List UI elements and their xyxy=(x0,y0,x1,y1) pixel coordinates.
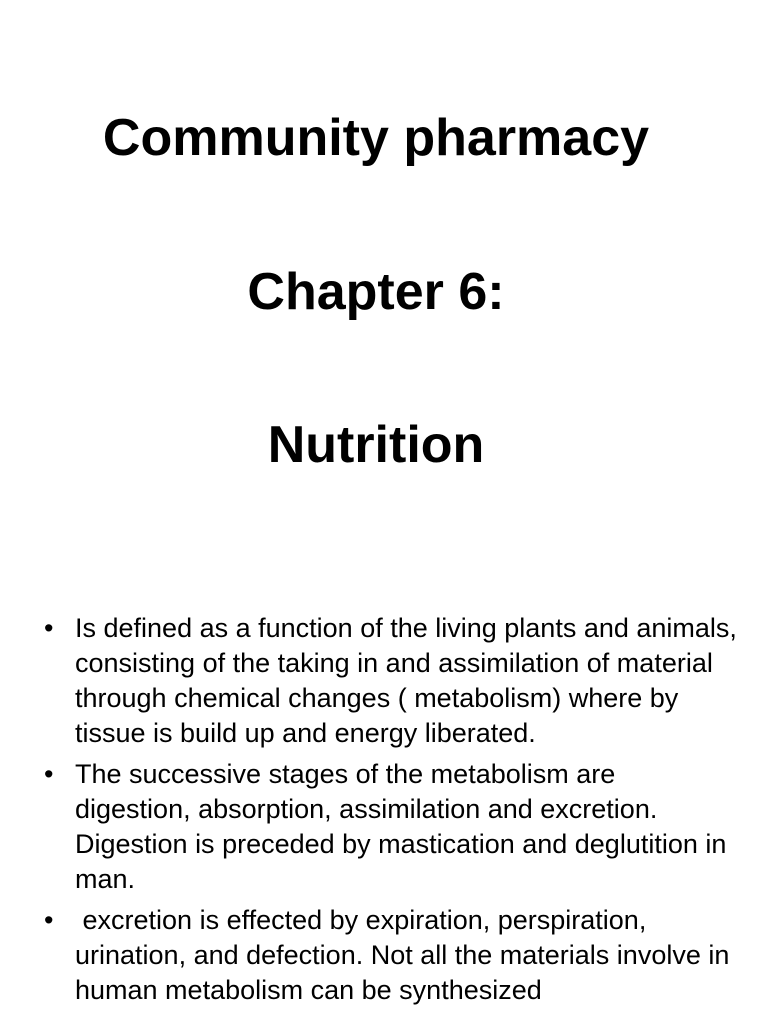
list-item xyxy=(0,611,768,751)
list-item xyxy=(0,757,768,897)
bullet-icon: • xyxy=(44,759,54,789)
chapter-heading: Chapter 6: xyxy=(247,263,505,321)
bullet-icon: • xyxy=(44,613,54,643)
bullet-list xyxy=(0,611,768,1014)
chapter-title: Nutrition xyxy=(267,416,485,474)
bullet-text: excretion is effected by expiration, perspiration, urination, and defection. Not all the materials involve in human metabolism can be synthesized xyxy=(75,905,737,1005)
list-item xyxy=(0,903,768,1008)
bullet-icon: • xyxy=(44,905,54,935)
document-title: Community pharmacy xyxy=(102,109,650,167)
bullet-text: Is defined as a function of the living plants and animals, consisting of the taking in and assimilation of material through chemical changes ( metabolism) where by tissue is build up and energy liberated. xyxy=(75,613,745,748)
bullet-text: The successive stages of the metabolism are digestion, absorption, assimilation and excretion. Digestion is preceded by mastication and deglutition in man. xyxy=(75,759,734,894)
